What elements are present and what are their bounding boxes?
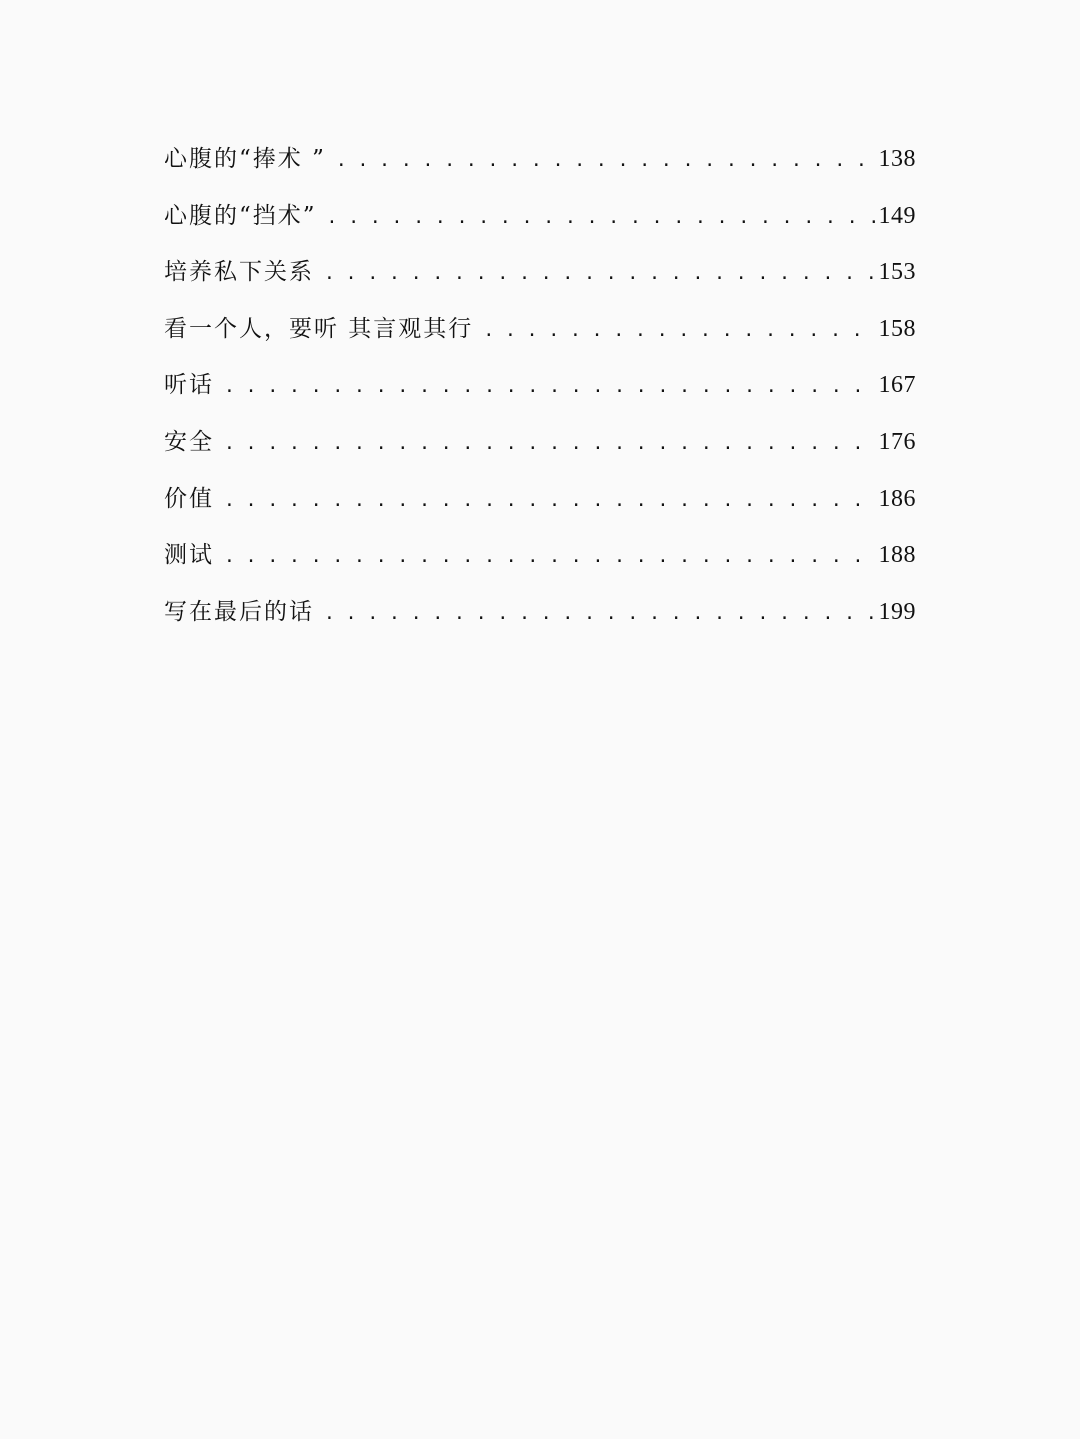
dot-leader	[224, 529, 875, 586]
toc-entry-title: 写在最后的话	[164, 598, 314, 625]
dot-leader	[483, 303, 874, 360]
toc-entry-page: 158	[878, 315, 916, 342]
toc-entry-title: 培养私下关系	[164, 259, 314, 286]
toc-entry-title: 听话	[164, 372, 214, 399]
toc-entry-1[interactable]	[164, 131, 916, 188]
toc-entry-3[interactable]	[164, 244, 916, 301]
toc-entry-page: 167	[878, 372, 916, 399]
toc-entry-6[interactable]	[164, 414, 916, 471]
dot-leader	[324, 246, 875, 303]
toc-entry-page: 176	[878, 428, 916, 455]
toc-entry-title: 看一个人，要听 其言观其行	[164, 315, 474, 342]
toc-entry-page: 199	[878, 598, 916, 625]
toc-entry-title: 安全	[164, 428, 214, 455]
toc-entry-9[interactable]	[164, 584, 916, 641]
dot-leader	[327, 190, 875, 247]
toc-entry-title: 心腹的“挡术”	[164, 202, 317, 229]
toc-entry-title: 价值	[164, 485, 214, 512]
toc-entry-8[interactable]	[164, 527, 916, 584]
toc-entry-page: 188	[878, 542, 916, 569]
toc-entry-page: 153	[878, 259, 916, 286]
dot-leader	[224, 359, 875, 416]
dot-leader	[224, 473, 875, 530]
toc-entry-page: 149	[878, 202, 916, 229]
toc-entry-page: 186	[878, 485, 916, 512]
table-of-contents	[164, 131, 916, 640]
dot-leader	[224, 416, 875, 473]
toc-entry-page: 138	[878, 146, 916, 172]
toc-entry-title: 心腹的“捧术 ”	[164, 146, 326, 172]
toc-entry-title: 测试	[164, 542, 214, 569]
toc-entry-7[interactable]	[164, 471, 916, 528]
toc-entry-4[interactable]	[164, 301, 916, 358]
dot-leader	[324, 586, 875, 643]
dot-leader	[336, 133, 875, 190]
toc-entry-5[interactable]	[164, 357, 916, 414]
toc-entry-2[interactable]	[164, 188, 916, 245]
